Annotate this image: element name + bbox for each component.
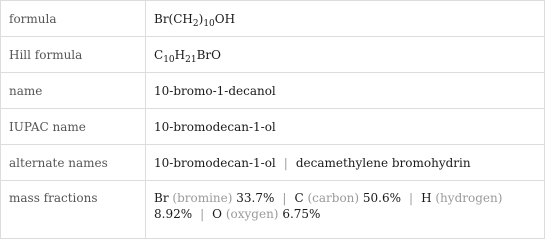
formula-label: formula xyxy=(1,1,146,37)
alternate-names-value xyxy=(146,145,545,181)
table-row-alternate-names xyxy=(1,145,545,181)
mass-fraction-item xyxy=(212,207,320,221)
mass-fractions-label: mass fractions xyxy=(1,181,146,239)
mass-fractions-value xyxy=(146,181,545,239)
formula-subscript: 2 xyxy=(192,18,199,29)
element-percent: 6.75% xyxy=(282,207,321,221)
element-name: (bromine) xyxy=(172,191,233,205)
mass-fraction-item xyxy=(421,191,502,205)
formula-value xyxy=(146,1,545,37)
element-percent: 50.6% xyxy=(362,191,402,205)
name-label: name xyxy=(1,73,146,109)
formula-part: ) xyxy=(198,11,204,26)
hill-formula-label: Hill formula xyxy=(1,37,146,73)
element-name: (hydrogen) xyxy=(435,191,503,205)
formula-subscript: 10 xyxy=(203,18,215,29)
separator: | xyxy=(283,155,288,170)
formula-part: OH xyxy=(214,11,236,26)
element-symbol: H xyxy=(421,191,432,205)
hill-formula-value xyxy=(146,37,545,73)
mass-fraction-item xyxy=(154,191,274,205)
separator: | xyxy=(409,191,414,205)
element-symbol: C xyxy=(294,191,304,205)
iupac-name-label: IUPAC name xyxy=(1,109,146,145)
table-row-mass-fractions xyxy=(1,181,545,239)
formula-part: Br(CH xyxy=(154,11,193,26)
hill-formula-part: C xyxy=(154,47,164,62)
table-row-hill-formula xyxy=(1,37,545,73)
element-symbol: O xyxy=(212,207,223,221)
table-row-iupac-name xyxy=(1,109,545,145)
name-value: 10-bromo-1-decanol xyxy=(146,73,545,109)
table-row-formula xyxy=(1,1,545,37)
separator: | xyxy=(282,191,287,205)
alternate-name: decamethylene bromohydrin xyxy=(295,155,471,170)
hill-formula-part: H xyxy=(174,47,186,62)
element-name: (oxygen) xyxy=(225,207,279,221)
table-row-name xyxy=(1,73,545,109)
separator: | xyxy=(200,207,205,221)
mass-fraction-item xyxy=(294,191,401,205)
hill-formula-subscript: 10 xyxy=(163,54,175,65)
element-name: (carbon) xyxy=(307,191,360,205)
element-symbol: Br xyxy=(154,191,169,205)
element-percent: 8.92% xyxy=(154,207,193,221)
hill-formula-subscript: 21 xyxy=(185,54,197,65)
hill-formula-part: BrO xyxy=(196,47,221,62)
alternate-name: 10-bromodecan-1-ol xyxy=(154,155,276,170)
mass-fraction-item xyxy=(154,207,192,221)
alternate-names-label: alternate names xyxy=(1,145,146,181)
iupac-name-value: 10-bromodecan-1-ol xyxy=(146,109,545,145)
element-percent: 33.7% xyxy=(236,191,275,205)
